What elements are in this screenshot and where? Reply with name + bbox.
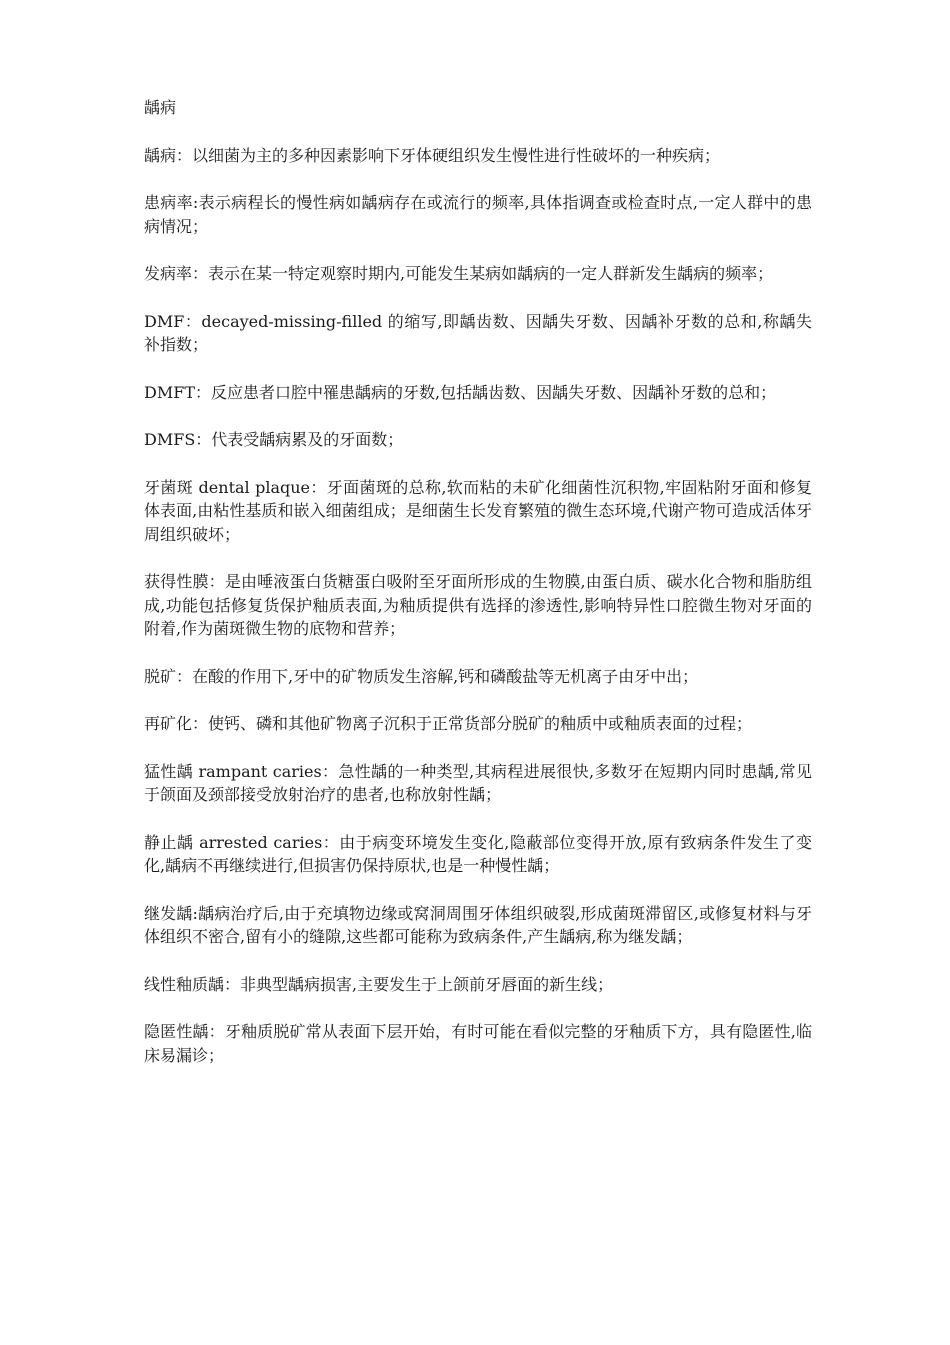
definition-dmf: DMF：decayed-missing-filled 的缩写,即龋齿数、因龋失牙数、因龋补牙数的总和,称龋失补指数； — [144, 311, 812, 354]
definition-incidence: 发病率：表示在某一特定观察时期内,可能发生某病如龋病的一定人群新发生龋病的频率； — [144, 264, 774, 283]
definition-demineralization: 脱矿：在酸的作用下,牙中的矿物质发生溶解,钙和磷酸盐等无机离子由牙中出； — [144, 666, 699, 686]
definition-dmfs: DMFS：代表受龋病累及的牙面数； — [144, 430, 404, 449]
document-page — [144, 96, 812, 1091]
definition-acquired-pellicle: 获得性膜：是由唾液蛋白货糖蛋白吸附至牙面所形成的生物膜,由蛋白质、碳水化合物和脂肪组成,功能包括修复货保护釉质表面,为釉质提供有选择的渗透性,影响特异性口腔微生物对牙面的附着,作为菌斑微生物的底物和营养； — [144, 572, 812, 638]
document-title: 龋病 — [144, 98, 177, 117]
definition-caries: 龋病：以细菌为主的多种因素影响下牙体硬组织发生慢性进行性破坏的一种疾病； — [144, 145, 721, 165]
definition-arrested-caries: 静止龋 arrested caries：由于病变环境发生变化,隐蔽部位变得开放,原有致病条件发生了变化,龋病不再继续进行,但损害仍保持原状,也是一种慢性龋； — [144, 832, 812, 875]
definition-prevalence: 患病率:表示病程长的慢性病如龋病存在或流行的频率,具体指调查或检查时点,一定人群中的患病情况； — [144, 193, 812, 236]
definition-secondary-caries: 继发龋:龋病治疗后,由于充填物边缘或窝洞周围牙体组织破裂,形成菌斑滞留区,或修复材料与牙体组织不密合,留有小的缝隙,这些都可能称为致病条件,产生龋病,称为继发龋； — [144, 903, 812, 946]
definition-remineralization: 再矿化：使钙、磷和其他矿物离子沉积于正常货部分脱矿的釉质中或釉质表面的过程； — [144, 714, 753, 733]
definition-dmft: DMFT：反应患者口腔中罹患龋病的牙数,包括龋齿数、因龋失牙数、因龋补牙数的总和； — [144, 382, 777, 402]
definition-hidden-caries: 隐匿性龋：牙釉质脱矿常从表面下层开始，有时可能在看似完整的牙釉质下方，具有隐匿性,临床易漏诊； — [144, 1022, 812, 1065]
definition-linear-enamel-caries: 线性釉质龋：非典型龋病损害,主要发生于上颌前牙唇面的新生线； — [144, 974, 614, 994]
definition-rampant-caries: 猛性龋 rampant caries：急性龋的一种类型,其病程进展很快,多数牙在短期内同时患龋,常见于颌面及颈部接受放射治疗的患者,也称放射性龋； — [144, 761, 812, 804]
definition-dental-plaque: 牙菌斑 dental plaque：牙面菌斑的总称,软而粘的未矿化细菌性沉积物,牢固粘附牙面和修复体表面,由粘性基质和嵌入细菌组成；是细菌生长发育繁殖的微生态环境,代谢产物可造成活体牙周组织破坏； — [144, 477, 812, 544]
